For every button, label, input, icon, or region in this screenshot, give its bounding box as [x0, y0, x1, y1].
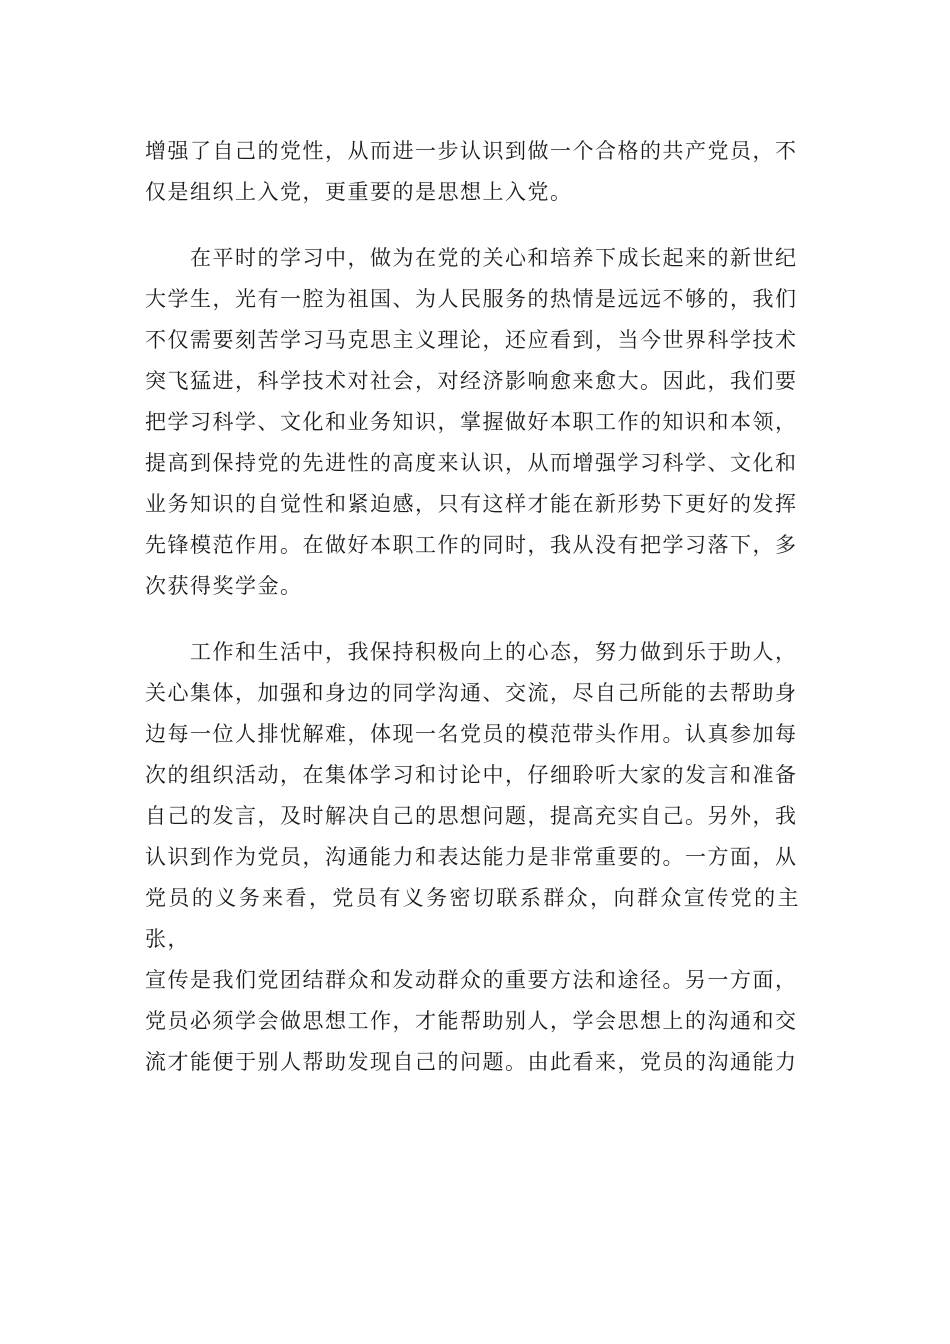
document-body: [145, 131, 800, 1083]
paragraph-3: 工作和生活中，我保持积极向上的心态，努力做到乐于助人， 关心集体，加强和身边的同学沟通、交流，尽自己所能的去帮助身 边每一位人排忧解难，体现一名党员的模范带头作用。认真参加每 次的组织活动，在集体学习和讨论中，仔细聆听大家的发言和准备 自己的发言，及时解决自己的思想问题，提高充实自己。另外，我 认识到作为党员，沟通能力和表达能力是非常重要的。一方面，从 党员的义务来看，党员有义务密切联系群众，向群众宣传党的主张， 宣传是我们党团结群众和发动群众的重要方法和途径。另一方面， 党员必须学会做思想工作，才能帮助别人，学会思想上的沟通和交 流才能便于别人帮助发现自己的问题。由此看来，党员的沟通能力: [145, 640, 800, 1074]
paragraph-1: 增强了自己的党性，从而进一步认识到做一个合格的共产党员，不 仅是组织上入党，更重要的是思想上入党。: [145, 139, 798, 204]
paragraph-2: 在平时的学习中，做为在党的关心和培养下成长起来的新世纪 大学生，光有一腔为祖国、为人民服务的热情是远远不够的，我们 不仅需要刻苦学习马克思主义理论，还应看到，当今世界科学技术 突飞猛进，科学技术对社会，对经济影响愈来愈大。因此，我们要 把学习科学、文化和业务知识，掌握做好本职工作的知识和本领， 提高到保持党的先进性的高度来认识，从而增强学习科学、文化和 业务知识的自觉性和紧迫感，只有这样才能在新形势下更好的发挥 先锋模范作用。在做好本职工作的同时，我从没有把学习落下，多 次获得奖学金。: [145, 246, 798, 598]
